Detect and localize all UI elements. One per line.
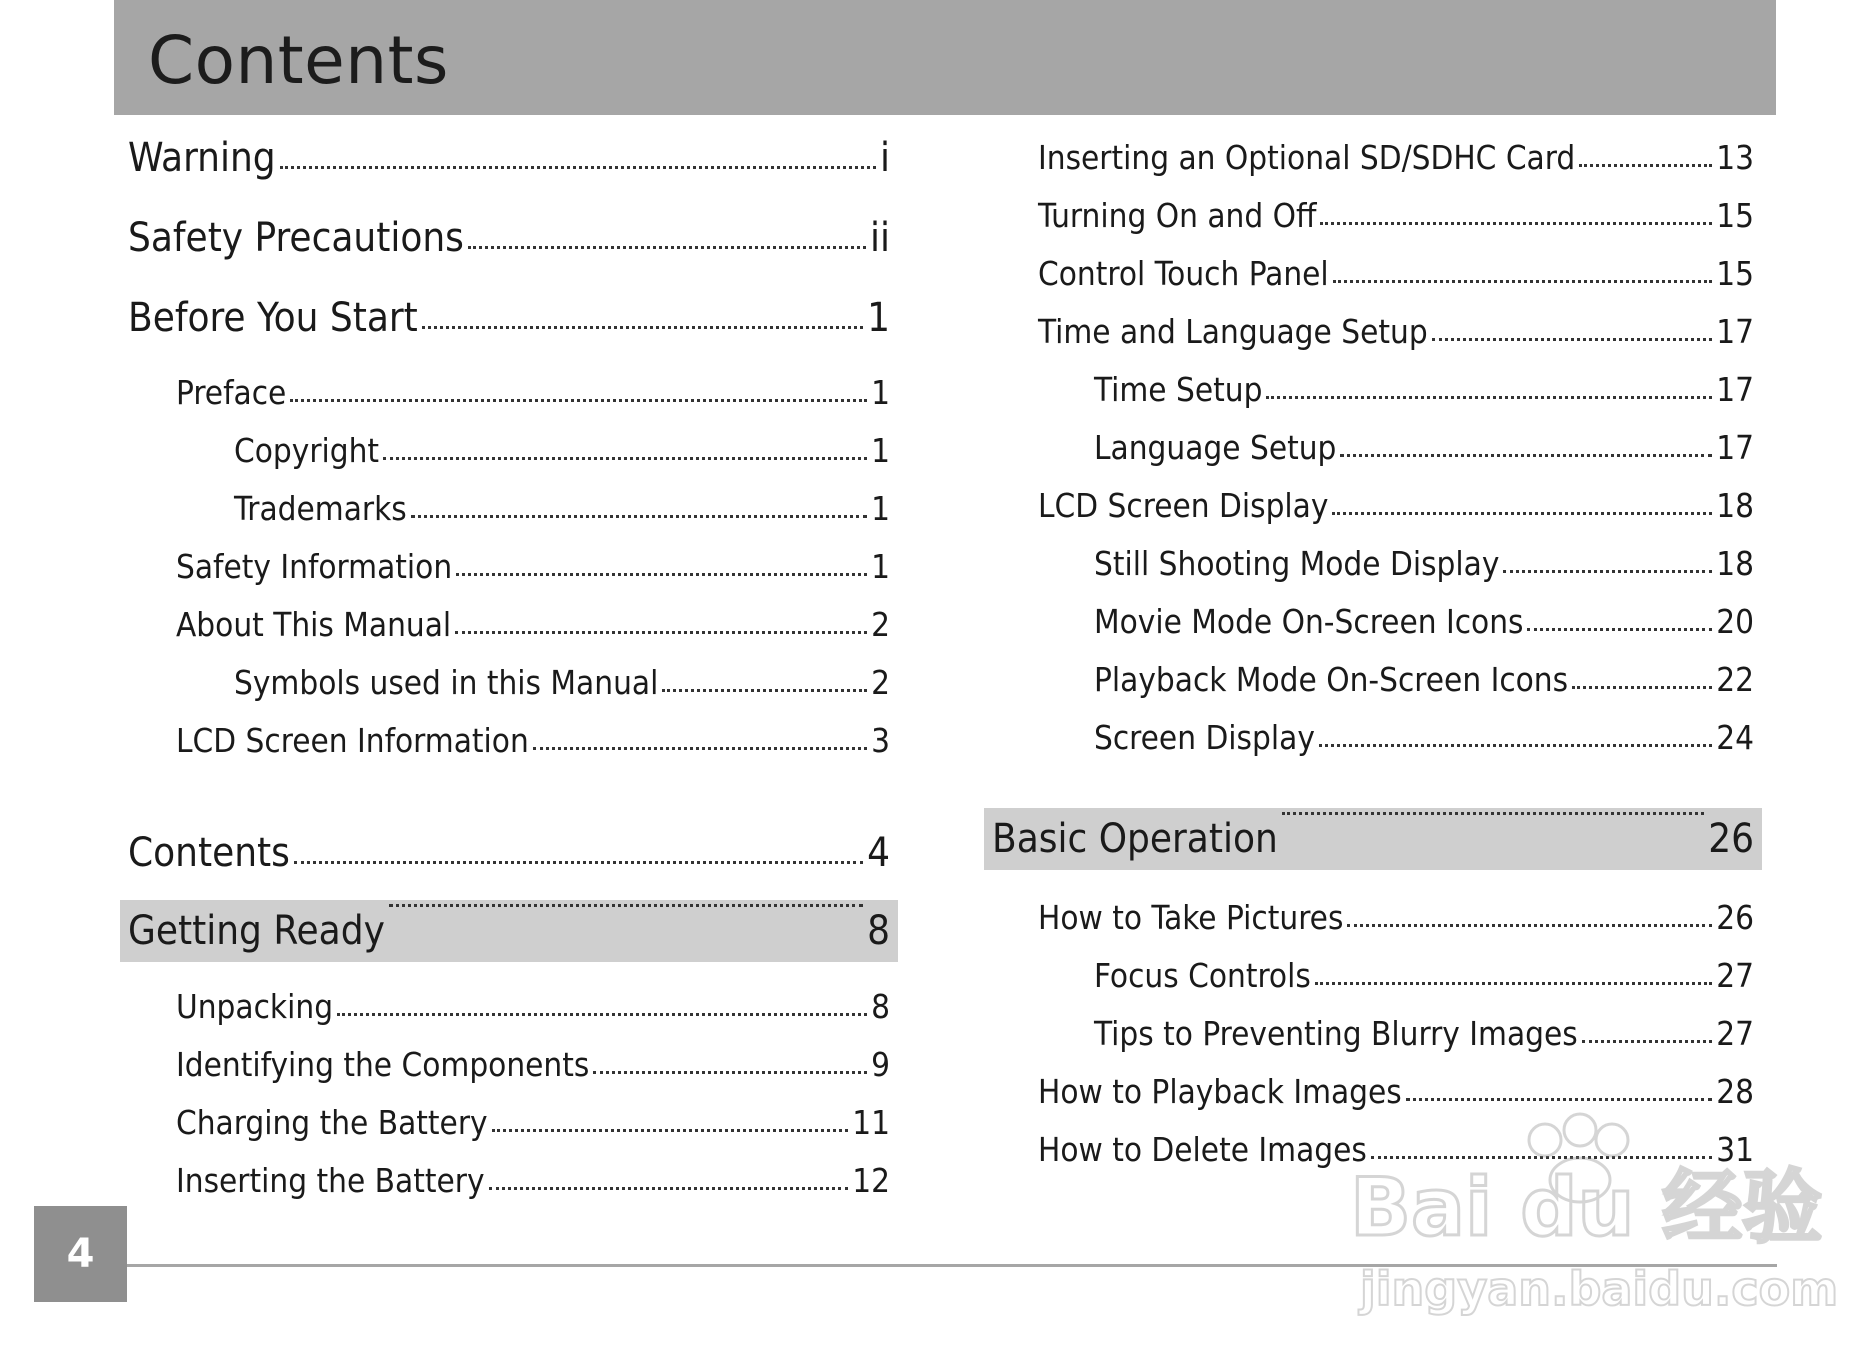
dot-leader xyxy=(492,1129,849,1132)
dot-leader xyxy=(280,166,876,169)
toc-entry-title: Focus Controls xyxy=(1094,956,1311,995)
toc-entry-title: Safety Information xyxy=(176,547,453,586)
dot-leader xyxy=(662,689,867,692)
dot-leader xyxy=(593,1071,867,1074)
toc-entry[interactable] xyxy=(128,830,890,876)
toc-entry-title: Tips to Preventing Blurry Images xyxy=(1094,1014,1578,1053)
dot-leader xyxy=(1320,222,1712,225)
toc-entry-title: Time and Language Setup xyxy=(1038,312,1428,351)
toc-entry-page: 27 xyxy=(1716,1014,1754,1053)
dot-leader xyxy=(290,399,867,402)
toc-entry-title: Identifying the Components xyxy=(176,1045,590,1084)
toc-entry[interactable] xyxy=(234,489,890,528)
toc-entry-page: 26 xyxy=(1716,898,1754,937)
toc-entry-title: Language Setup xyxy=(1094,428,1337,467)
toc-entry-title: LCD Screen Display xyxy=(1038,486,1329,525)
dot-leader xyxy=(1582,1040,1712,1043)
toc-entry[interactable] xyxy=(128,215,890,261)
toc-entry-title: Screen Display xyxy=(1094,718,1315,757)
toc-entry-page: 3 xyxy=(871,721,890,760)
toc-entry[interactable] xyxy=(1094,660,1754,699)
toc-entry-title: How to Playback Images xyxy=(1038,1072,1402,1111)
toc-entry-page: 15 xyxy=(1716,254,1754,293)
toc-entry-title: Getting Ready xyxy=(128,908,385,954)
toc-entry[interactable] xyxy=(176,1161,890,1200)
toc-entry-title: Time Setup xyxy=(1094,370,1263,409)
page-number: 4 xyxy=(66,1231,95,1277)
dot-leader xyxy=(422,326,863,329)
toc-entry-title: LCD Screen Information xyxy=(176,721,529,760)
toc-entry-page: 11 xyxy=(852,1103,890,1142)
toc-entry-page: 1 xyxy=(867,295,890,341)
toc-entry-title: Charging the Battery xyxy=(176,1103,488,1142)
toc-entry[interactable] xyxy=(234,663,890,702)
page-title: Contents xyxy=(148,22,449,99)
toc-entry-title: Before You Start xyxy=(128,295,418,341)
dot-leader xyxy=(1527,628,1712,631)
dot-leader xyxy=(533,747,867,750)
toc-entry-page: 1 xyxy=(871,547,890,586)
dot-leader xyxy=(1579,164,1712,167)
toc-entry-title: Inserting an Optional SD/SDHC Card xyxy=(1038,138,1576,177)
toc-entry[interactable] xyxy=(1038,138,1754,177)
toc-entry-title: Basic Operation xyxy=(992,816,1278,862)
toc-entry-title: Preface xyxy=(176,373,287,412)
toc-entry[interactable] xyxy=(128,135,890,181)
toc-entry[interactable] xyxy=(1094,602,1754,641)
dot-leader xyxy=(383,457,867,460)
toc-entry[interactable] xyxy=(1094,428,1754,467)
toc-entry-page: 22 xyxy=(1716,660,1754,699)
header-band xyxy=(114,0,1776,115)
toc-entry-page: 4 xyxy=(867,830,890,876)
toc-entry-page: 17 xyxy=(1716,428,1754,467)
toc-entry-page: i xyxy=(880,135,890,181)
toc-entry[interactable] xyxy=(984,808,1762,870)
dot-leader xyxy=(1332,512,1712,515)
toc-entry[interactable] xyxy=(176,373,890,412)
watermark-url: jingyan.baidu.com xyxy=(1360,1262,1839,1316)
toc-entry-title: Still Shooting Mode Display xyxy=(1094,544,1500,583)
toc-entry-title: Trademarks xyxy=(234,489,407,528)
toc-entry-page: 8 xyxy=(871,987,890,1026)
toc-entry-page: 31 xyxy=(1716,1130,1754,1169)
toc-entry-page: 26 xyxy=(1708,816,1754,862)
toc-entry-page: 15 xyxy=(1716,196,1754,235)
dot-leader xyxy=(1315,982,1712,985)
toc-entry-title: Safety Precautions xyxy=(128,215,464,261)
dot-leader xyxy=(1333,280,1713,283)
toc-entry[interactable] xyxy=(1038,254,1754,293)
toc-entry-page: 20 xyxy=(1716,602,1754,641)
dot-leader xyxy=(455,631,867,634)
dot-leader xyxy=(1572,686,1712,689)
dot-leader xyxy=(468,246,866,249)
toc-entry-page: 28 xyxy=(1716,1072,1754,1111)
toc-entry-page: 24 xyxy=(1716,718,1754,757)
toc-entry-page: 12 xyxy=(852,1161,890,1200)
toc-entry[interactable] xyxy=(1094,370,1754,409)
toc-entry[interactable] xyxy=(176,605,890,644)
toc-entry-title: Movie Mode On-Screen Icons xyxy=(1094,602,1524,641)
toc-entry-page: ii xyxy=(870,215,890,261)
toc-entry[interactable] xyxy=(1094,718,1754,757)
toc-entry[interactable] xyxy=(176,721,890,760)
toc-entry[interactable] xyxy=(176,1045,890,1084)
toc-entry-title: Symbols used in this Manual xyxy=(234,663,659,702)
dot-leader xyxy=(1282,812,1704,815)
toc-entry-page: 13 xyxy=(1716,138,1754,177)
toc-entry[interactable] xyxy=(176,1103,890,1142)
toc-entry-title: Unpacking xyxy=(176,987,334,1026)
dot-leader xyxy=(1432,338,1713,341)
toc-entry-page: 1 xyxy=(871,431,890,470)
toc-entry-page: 2 xyxy=(871,663,890,702)
dot-leader xyxy=(411,515,867,518)
toc-entry[interactable] xyxy=(120,900,898,962)
dot-leader xyxy=(1266,396,1712,399)
toc-entry-title: Warning xyxy=(128,135,276,181)
dot-leader xyxy=(1319,744,1712,747)
toc-entry[interactable] xyxy=(1094,1014,1754,1053)
toc-entry-title: How to Delete Images xyxy=(1038,1130,1367,1169)
dot-leader xyxy=(337,1013,867,1016)
dot-leader xyxy=(294,861,863,864)
toc-entry-page: 18 xyxy=(1716,486,1754,525)
toc-entry-title: Turning On and Off xyxy=(1038,196,1317,235)
toc-entry-page: 2 xyxy=(871,605,890,644)
toc-entry-page: 18 xyxy=(1716,544,1754,583)
toc-entry[interactable] xyxy=(128,295,890,341)
dot-leader xyxy=(456,573,867,576)
dot-leader xyxy=(489,1187,849,1190)
toc-entry-title: Control Touch Panel xyxy=(1038,254,1329,293)
dot-leader xyxy=(389,904,863,907)
toc-entry[interactable] xyxy=(1038,312,1754,351)
toc-entry-page: 1 xyxy=(871,489,890,528)
toc-entry[interactable] xyxy=(176,987,890,1026)
toc-entry[interactable] xyxy=(176,547,890,586)
toc-entry-page: 27 xyxy=(1716,956,1754,995)
dot-leader xyxy=(1347,924,1712,927)
baidu-watermark xyxy=(1340,1100,1839,1320)
toc-entry[interactable] xyxy=(1094,544,1754,583)
page-number-badge xyxy=(34,1206,127,1302)
toc-entry-title: Inserting the Battery xyxy=(176,1161,485,1200)
toc-entry-page: 17 xyxy=(1716,370,1754,409)
toc-entry-page: 8 xyxy=(867,908,890,954)
dot-leader xyxy=(1340,454,1712,457)
toc-entry-page: 17 xyxy=(1716,312,1754,351)
toc-entry[interactable] xyxy=(1038,196,1754,235)
watermark-brand: Bai du 经验 xyxy=(1350,1161,1823,1254)
toc-entry-title: How to Take Pictures xyxy=(1038,898,1344,937)
toc-entry-title: Playback Mode On-Screen Icons xyxy=(1094,660,1569,699)
toc-entry-title: About This Manual xyxy=(176,605,452,644)
toc-entry-page: 9 xyxy=(871,1045,890,1084)
toc-entry-title: Copyright xyxy=(234,431,380,470)
toc-entry-title: Contents xyxy=(128,830,290,876)
toc-entry-page: 1 xyxy=(871,373,890,412)
toc-entry[interactable] xyxy=(1038,898,1754,937)
dot-leader xyxy=(1503,570,1712,573)
toc-entry[interactable] xyxy=(1038,486,1754,525)
toc-entry[interactable] xyxy=(234,431,890,470)
toc-entry[interactable] xyxy=(1094,956,1754,995)
